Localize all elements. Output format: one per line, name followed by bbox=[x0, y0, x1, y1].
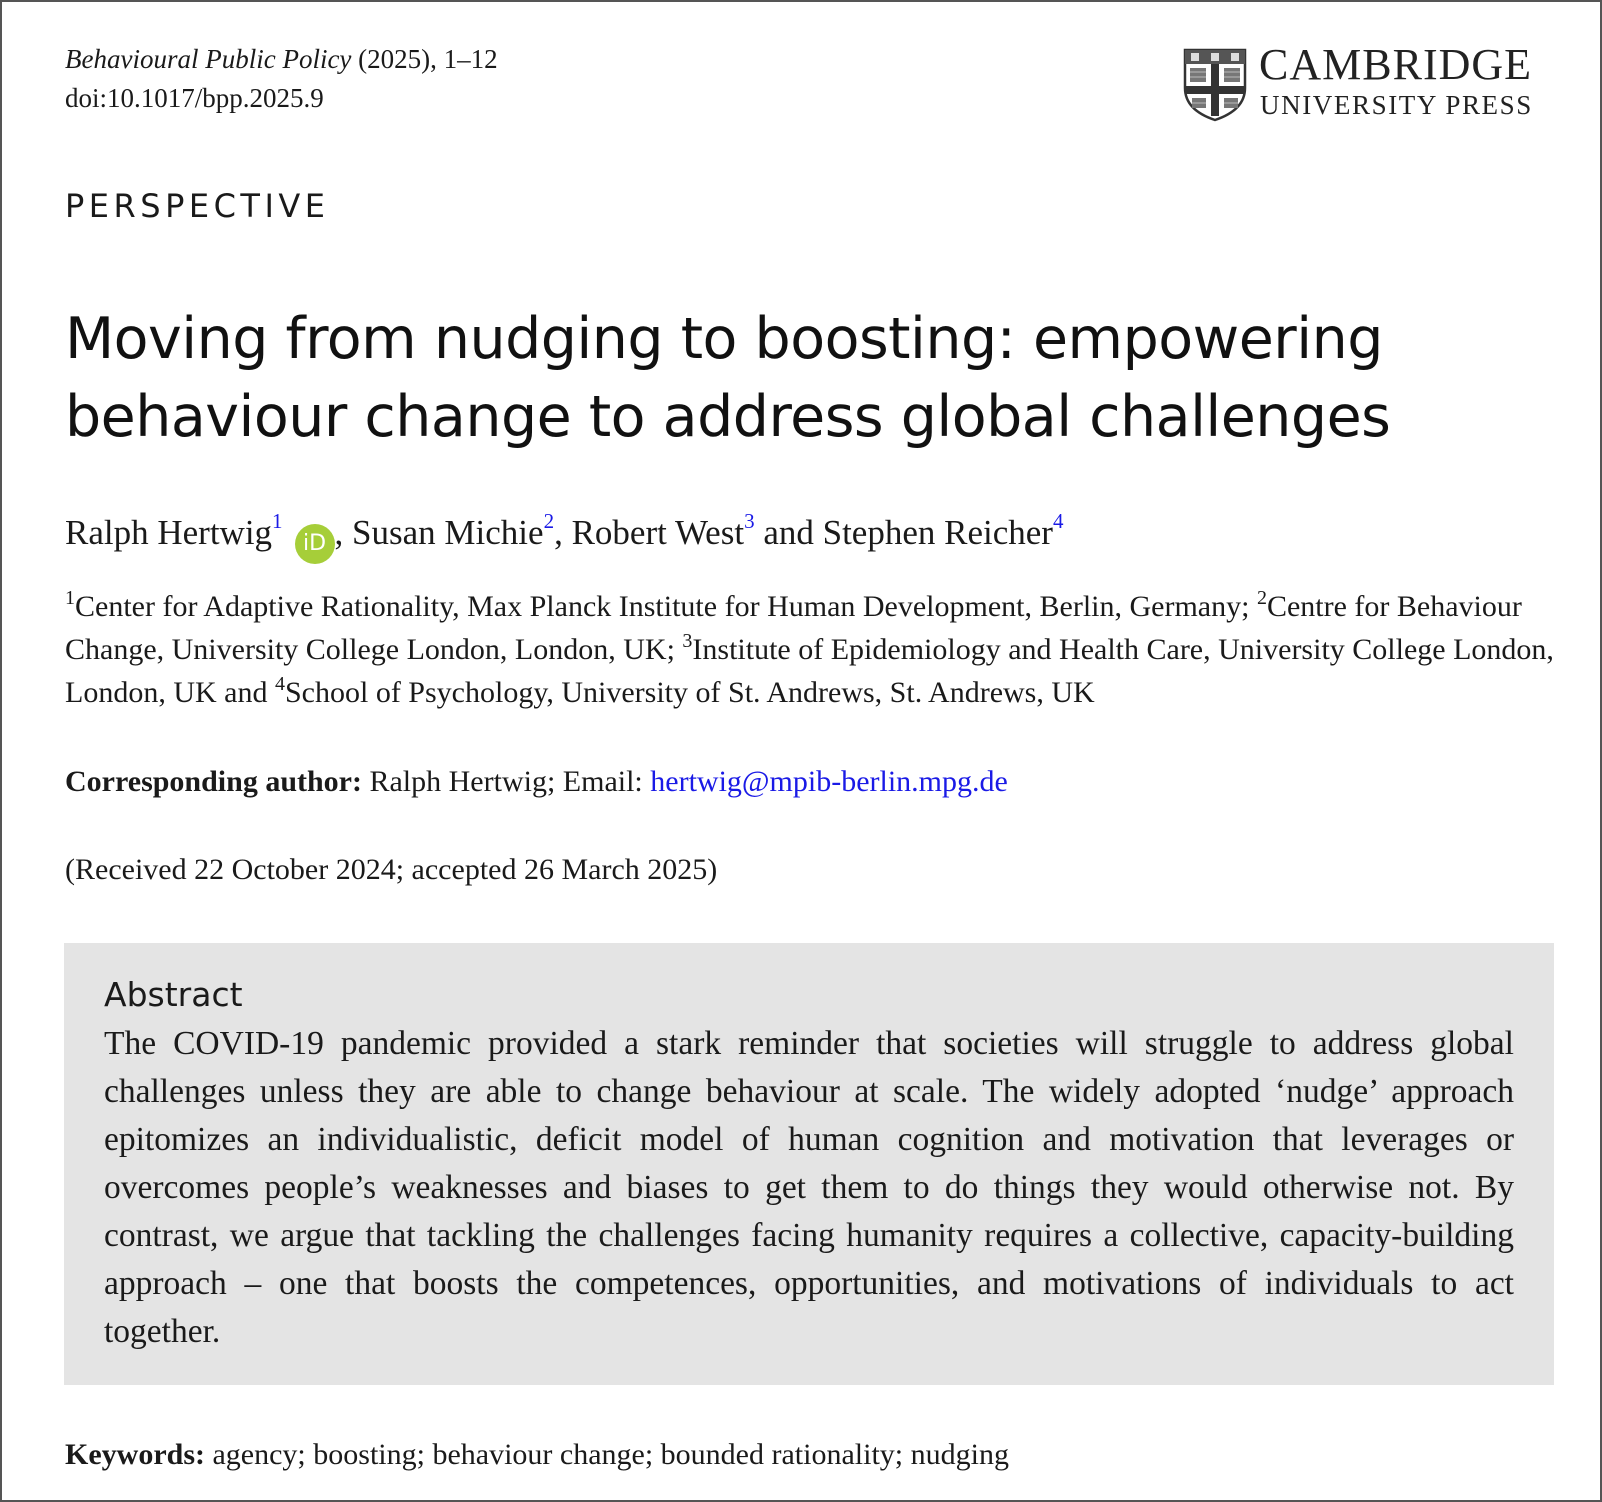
article-type: PERSPECTIVE bbox=[65, 187, 330, 225]
affiliation-number: 1 bbox=[65, 587, 75, 609]
cambridge-crest-icon bbox=[1183, 48, 1247, 122]
corresponding-author bbox=[65, 760, 1008, 803]
keywords-list: agency; boosting; behaviour change; bounded rationality; nudging bbox=[204, 1438, 1009, 1471]
abstract-box bbox=[64, 943, 1554, 1385]
affiliation-text: Institute of Epidemiology and Health Care, University College London, London, UK and bbox=[65, 633, 1554, 709]
citation-info: (2025), 1–12 bbox=[351, 44, 498, 74]
journal-name: Behavioural Public Policy bbox=[65, 44, 352, 74]
abstract-heading: Abstract bbox=[104, 975, 243, 1014]
email-link[interactable]: hertwig@mpib-berlin.mpg.de bbox=[650, 765, 1008, 798]
affiliation-text: Center for Adaptive Rationality, Max Planck Institute for Human Development, Berlin, Germany; bbox=[75, 590, 1257, 623]
affiliation-text: School of Psychology, University of St. Andrews, St. Andrews, UK bbox=[284, 676, 1095, 709]
author-affiliation-link[interactable]: 3 bbox=[744, 509, 755, 533]
author-affiliation-link[interactable]: 2 bbox=[543, 509, 555, 533]
author-name: Robert West bbox=[571, 513, 745, 552]
author-name: Ralph Hertwig bbox=[65, 513, 273, 552]
journal-header bbox=[65, 40, 498, 118]
author-separator: and bbox=[754, 513, 823, 552]
affiliation-number: 3 bbox=[682, 630, 693, 652]
affiliation-number: 2 bbox=[1256, 587, 1267, 609]
keywords bbox=[65, 1433, 1009, 1476]
affiliations bbox=[65, 585, 1555, 714]
author-affiliation-link[interactable]: 1 bbox=[272, 509, 283, 533]
corresponding-text: Ralph Hertwig; Email: bbox=[361, 765, 651, 798]
orcid-icon[interactable]: iD bbox=[295, 524, 335, 564]
author-name: Susan Michie bbox=[352, 513, 544, 552]
author-affiliation-link[interactable]: 4 bbox=[1052, 509, 1064, 533]
abstract-text: The COVID-19 pandemic provided a stark reminder that societies will struggle to address global challenges unless they are able to change behaviour at scale. The widely adopted ‘nudge’ approach epitomizes an individualistic, deficit model of human cognition and motivation that leverages or overcomes people’s weaknesses and biases to get them to do things they would otherwise not. By contrast, we argue that tackling the challenges facing humanity requires a collective, capacity-building approach – one that boosts the competences, opportunities, and motivations of individuals to act together. bbox=[104, 1025, 1514, 1350]
keywords-label: Keywords: bbox=[65, 1438, 205, 1471]
doi: doi:10.1017/bpp.2025.9 bbox=[65, 83, 324, 113]
affiliation-number: 4 bbox=[274, 673, 285, 695]
author-separator: , bbox=[334, 513, 353, 552]
publisher-name: CAMBRIDGE bbox=[1259, 40, 1533, 89]
publisher-subname: UNIVERSITY PRESS bbox=[1260, 90, 1533, 120]
author-name: Stephen Reicher bbox=[822, 513, 1053, 552]
author-list bbox=[65, 510, 1063, 564]
author-separator: , bbox=[554, 513, 572, 552]
affiliation-text: Centre for Behaviour Change, University College London, London, UK; bbox=[65, 590, 1522, 666]
received-dates: (Received 22 October 2024; accepted 26 March 2025) bbox=[65, 853, 718, 886]
article-title: Moving from nudging to boosting: empowering behaviour change to address global challenges bbox=[65, 306, 1391, 450]
citation-line bbox=[65, 40, 498, 79]
corresponding-label: Corresponding author: bbox=[65, 765, 362, 798]
publisher-logo bbox=[1183, 40, 1553, 126]
